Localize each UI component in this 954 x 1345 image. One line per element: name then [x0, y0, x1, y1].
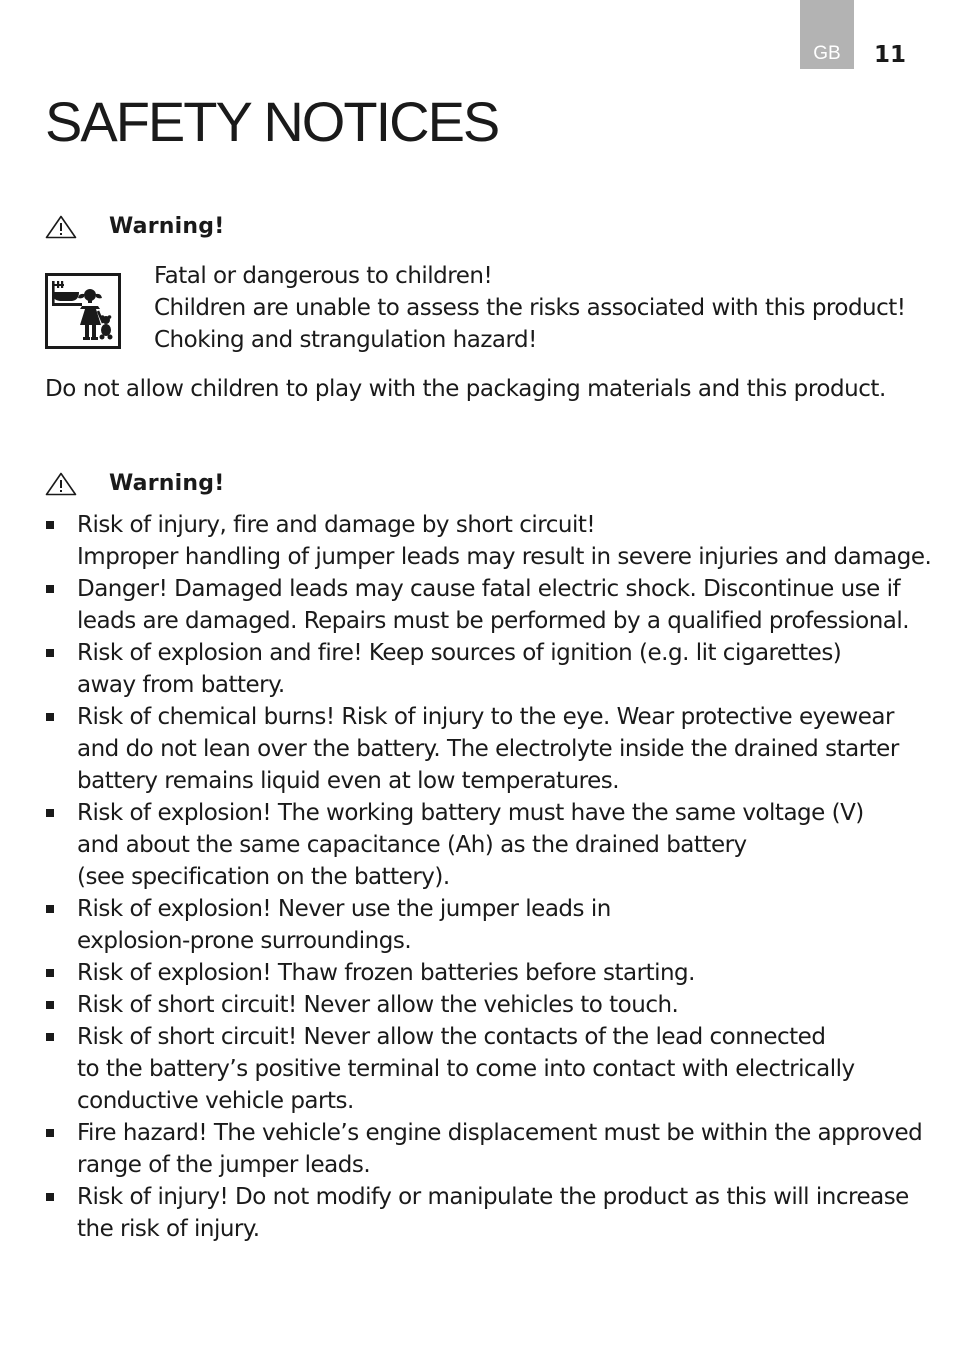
bullet-square-icon [46, 1001, 54, 1009]
bullet-text-line: and do not lean over the battery. The electrolyte inside the drained starter [77, 736, 899, 762]
page-number: 11 [874, 42, 907, 68]
warning-label: Warning! [109, 471, 225, 496]
bullet-text-line: (see specification on the battery). [77, 864, 450, 890]
bullet-text-line: away from battery. [77, 672, 285, 698]
bullet-text-line: Risk of short circuit! Never allow the contacts of the lead connected [77, 1024, 826, 1050]
list-item [45, 1181, 935, 1245]
warning-heading-2 [45, 471, 224, 496]
bullet-text-line: Danger! Damaged leads may cause fatal electric shock. Discontinue use if [77, 576, 901, 602]
list-item [45, 1117, 935, 1181]
children-warning-line: Fatal or dangerous to children! [154, 263, 493, 289]
warning-label: Warning! [109, 214, 225, 239]
warning-triangle-icon [45, 472, 77, 496]
bullet-text-line: and about the same capacitance (Ah) as the drained battery [77, 832, 747, 858]
list-item [45, 989, 935, 1021]
bullet-text-line: Risk of explosion! Thaw frozen batteries before starting. [77, 960, 695, 986]
language-tab-label: GB [813, 43, 841, 64]
bullet-text-line: Risk of explosion and fire! Keep sources of ignition (e.g. lit cigarettes) [77, 640, 842, 666]
bullet-square-icon [46, 809, 54, 817]
list-item [45, 573, 935, 637]
bullet-text-line: Risk of short circuit! Never allow the vehicles to touch. [77, 992, 679, 1018]
list-item [45, 957, 935, 989]
children-warning-line: Choking and strangulation hazard! [154, 327, 537, 353]
bullet-square-icon [46, 969, 54, 977]
page-title: SAFETY NOTICES [45, 90, 499, 153]
safety-bullet-list [45, 509, 935, 1245]
language-tab [800, 0, 854, 69]
bullet-text-line: Risk of injury! Do not modify or manipulate the product as this will increase [77, 1184, 909, 1210]
children-hazard-pictogram [45, 273, 121, 349]
bullet-text-line: Risk of chemical burns! Risk of injury to the eye. Wear protective eyewear [77, 704, 894, 730]
warning-heading-1 [45, 214, 224, 239]
packaging-warning-paragraph: Do not allow children to play with the packaging materials and this product. [45, 376, 886, 402]
bullet-square-icon [46, 713, 54, 721]
bullet-text-line: Risk of explosion! Never use the jumper leads in [77, 896, 611, 922]
warning-triangle-icon [45, 215, 77, 239]
bullet-square-icon [46, 1033, 54, 1041]
list-item [45, 637, 935, 701]
bullet-text-line: Risk of injury, fire and damage by short circuit! [77, 512, 596, 538]
bullet-text-line: Fire hazard! The vehicle’s engine displacement must be within the approved [77, 1120, 923, 1146]
bullet-square-icon [46, 585, 54, 593]
bullet-text-line: battery remains liquid even at low temperatures. [77, 768, 620, 794]
bullet-square-icon [46, 649, 54, 657]
bullet-text-line: explosion-prone surroundings. [77, 928, 412, 954]
bullet-square-icon [46, 1129, 54, 1137]
bullet-text-line: Risk of explosion! The working battery must have the same voltage (V) [77, 800, 864, 826]
bullet-text-line: the risk of injury. [77, 1216, 260, 1242]
bullet-text-line: Improper handling of jumper leads may result in severe injuries and damage. [77, 544, 932, 570]
bullet-square-icon [46, 521, 54, 529]
bullet-text-line: leads are damaged. Repairs must be performed by a qualified professional. [77, 608, 910, 634]
bullet-text-line: range of the jumper leads. [77, 1152, 371, 1178]
bullet-text-line: to the battery’s positive terminal to come into contact with electrically [77, 1056, 855, 1082]
children-warning-text [154, 260, 906, 356]
list-item [45, 797, 935, 893]
list-item [45, 509, 935, 573]
list-item [45, 701, 935, 797]
children-warning-line: Children are unable to assess the risks associated with this product! [154, 295, 906, 321]
bullet-text-line: conductive vehicle parts. [77, 1088, 354, 1114]
bullet-square-icon [46, 905, 54, 913]
bullet-square-icon [46, 1193, 54, 1201]
list-item [45, 893, 935, 957]
list-item [45, 1021, 935, 1117]
